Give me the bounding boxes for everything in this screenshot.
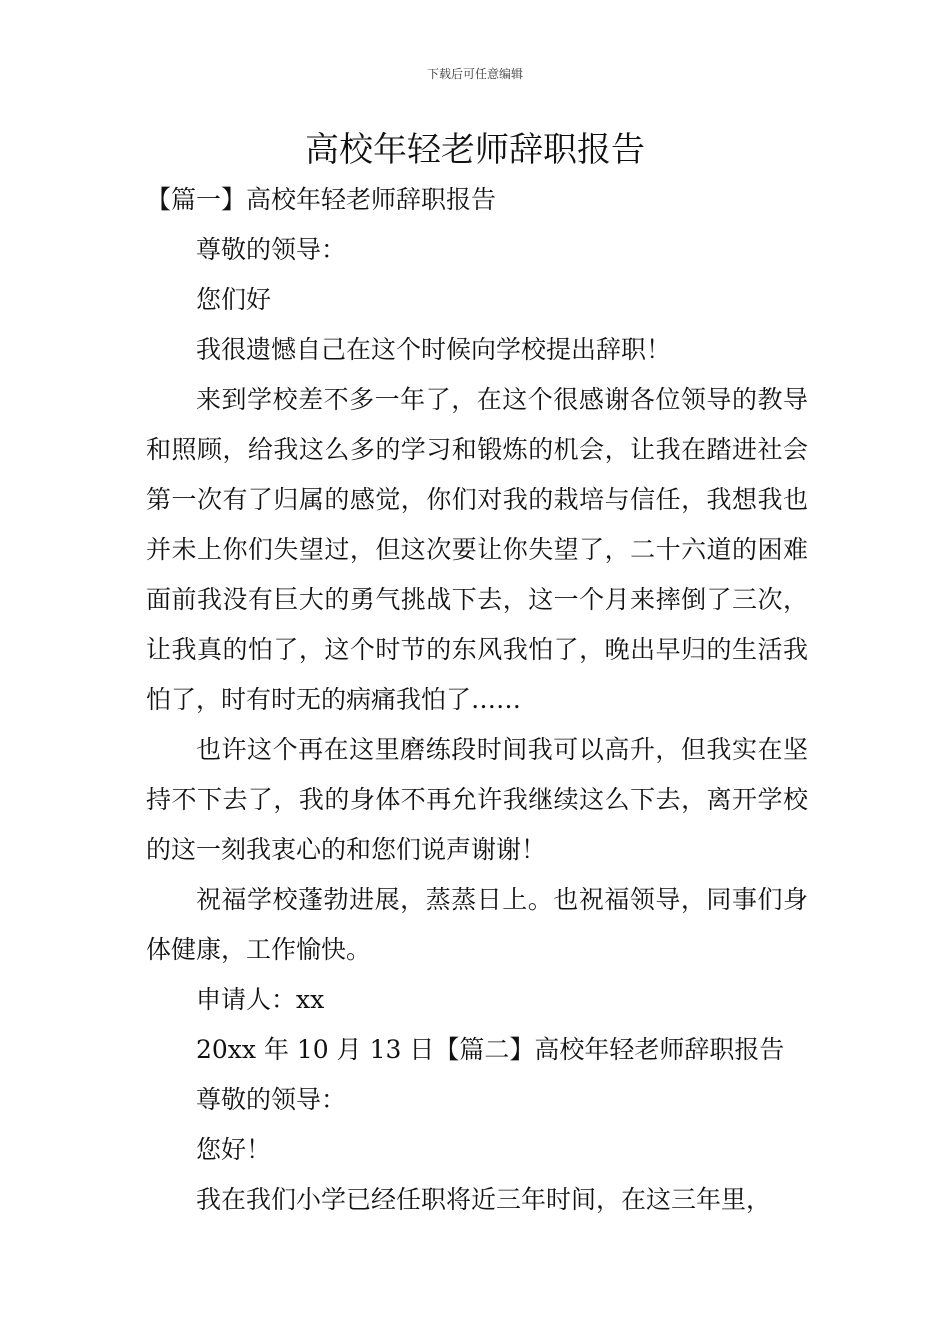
greeting: 您好！ — [196, 1135, 272, 1164]
document-body — [146, 175, 808, 1225]
salutation: 尊敬的领导： — [196, 235, 347, 264]
paragraph: 我很遗憾自己在这个时候向学校提出辞职！ — [196, 335, 672, 364]
paragraph: 祝福学校蓬勃进展，蒸蒸日上。也祝福领导，同事们身体健康，工作愉快。 — [146, 885, 808, 964]
applicant-line: 申请人：xx — [196, 985, 325, 1014]
date-and-section-heading: 20xx 年 10 月 13 日【篇二】高校年轻老师辞职报告 — [196, 1035, 785, 1064]
header-note: 下载后可任意编辑 — [426, 67, 523, 81]
document-title: 高校年轻老师辞职报告 — [305, 130, 645, 170]
paragraph: 也许这个再在这里磨练段时间我可以高升，但我实在坚持不下去了，我的身体不再允许我继续这么下去，离开学校的这一刻我衷心的和您们说声谢谢！ — [146, 735, 808, 864]
section-heading: 【篇一】高校年轻老师辞职报告 — [146, 185, 497, 214]
greeting: 您们好 — [196, 285, 272, 314]
paragraph: 来到学校差不多一年了，在这个很感谢各位领导的教导和照顾，给我这么多的学习和锻炼的机会，让我在踏进社会第一次有了归属的感觉，你们对我的栽培与信任，我想我也并未上你们失望过，但这次要让你失望了，二十六道的困难面前我没有巨大的勇气挑战下去，这一个月来摔倒了三次，让我真的怕了，这个时节的东风我怕了，晚出早归的生活我怕了，时有时无的病痛我怕了…… — [146, 385, 808, 714]
salutation: 尊敬的领导： — [196, 1085, 347, 1114]
paragraph: 我在我们小学已经任职将近三年时间，在这三年里， — [196, 1185, 772, 1214]
